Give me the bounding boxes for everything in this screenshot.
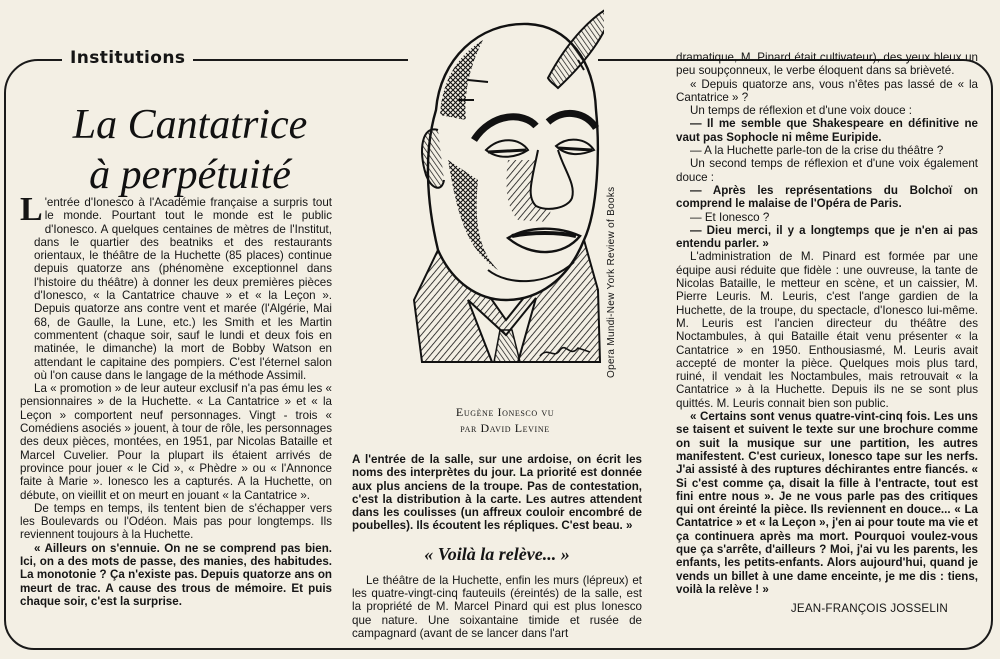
quote-paragraph: — Dieu merci, il y a longtemps que je n'en ai pas entendu parler. »: [676, 223, 978, 251]
paragraph: — Et Ionesco ?: [690, 210, 770, 224]
quote-paragraph: — Il me semble que Shakespeare en définitive ne vaut pas Sophocle ni même Euripide.: [676, 117, 978, 144]
illustration-caption: [408, 404, 602, 436]
paragraph: [20, 191, 332, 382]
paragraph: La « promotion » de leur auteur exclusif n'a pas ému les « pensionnaires » de la Huchette. « La Cantatrice » et « la Leçon » comportent neuf personnages. Vingt - trois « Comédiens asociés » jouent, à tour de rôle, les personnages des deux pièces, montées, en 1951, par Nicolas Bataille et Marcel Cuvelier. Pour la plupart ils étaient arrivés de province pour jouer « le Cid », « Phèdre » ou « l'Annonce faite à Marie ». Ionesco les a capturés. A la Huchette, on débute, on vieillit et on meurt en jouant « la Cantatrice ».: [20, 382, 332, 502]
paragraph: Le théâtre de la Huchette, enfin les murs (lépreux) et les quatre-vingt-cinq fauteuils (éreintés) de la salle, est la propriété de M. Marcel Pinard qui est plus Ionesco que nature. Une soixantaine timide et rusée de campagnard (avant de se lancer dans l'art: [352, 573, 642, 640]
title-line-1: La Cantatrice: [72, 102, 308, 148]
caption-line-1: Eugène Ionesco vu: [455, 405, 555, 419]
quote-paragraph: — Après les représentations du Bolchoï on comprend le malaise de l'Opéra de Paris.: [676, 183, 978, 211]
author-signature: JEAN-FRANÇOIS JOSSELIN: [790, 602, 948, 616]
illustration-credit: Opera Mundi-New York Review of Books: [606, 186, 617, 378]
quote-paragraph: « Ailleurs on s'ennuie. On ne se comprend pas bien. Ici, on a des mots de passe, des manies, des habitudes. La monotonie ? Ça n'existe pas. Depuis quatorze ans on meurt de trac. A cause des trous de mémoire. Et puis chaque soir, c'est la surprise.: [20, 541, 332, 608]
subheading: « Voilà la relève... »: [424, 543, 570, 564]
caption-line-2: par David Levine: [460, 421, 550, 435]
paragraph: L'administration de M. Pinard est formée par une équipe ausi réduite que fidèle : une ouvreuse, la tante de Nicolas Bataille, le metteur en scène, et un caissier, M. Pierre Leuris. M. Leuris, c'est l'ange gardien de la Huchette, de la troupe, du spectacle, d'Ionesco lui-même. M. Leuris est l'ancien directeur du théâtre des Noctambules, à qui Bataille était venu présenter « la Cantatrice » en 1950. Enthousiasmé, M. Leuris avait accepté de monter la pièce. Quelques mois plus tard, ruiné, il vendait les Noctambules, mais retrouvait « la Cantatrice » à la Huchette. Depuis ils ne se sont plus quittés. M. Leuris connait bien son public.: [676, 250, 978, 410]
drop-cap: L: [20, 191, 43, 228]
title-line-2: à perpétuité: [89, 152, 291, 198]
paragraph-text: 'entrée d'Ionesco à l'Académie française a surpris tout le monde. Pourtant tout le monde est le public d'Ionesco. A quelques centaines de mètres de l'Institut, dans le quartier des beatniks et des restaurants orientaux, le théâtre de la Huchette (85 places) continue depuis quatorze ans (phénomène exceptionnel dans l'histoire du théâtre) à donner les deux premières pièces d'Ionesco, « la Cantatrice chauve » et « la Leçon ». Depuis quatorze ans contre vent et marée (l'Algérie, Mai 68, de Gaulle, la Lune, etc.) les Smith et les Martin commentent (chaque soir, sauf le lundi et deux fois en matinée, le dimanche) la mort de Bobby Watson en attendant le capitaine des pompiers. C'est l'éternel salon où l'on cause dans le langage de la méthode Assimil.: [34, 196, 332, 382]
paragraph: dramatique, M. Pinard était cultivateur), des yeux bleux un peu soupçonneux, le verbe éloquent dans sa brièveté.: [676, 51, 978, 78]
paragraph: Un temps de réflexion et d'une voix douce :: [690, 104, 912, 118]
column-2: [352, 453, 642, 640]
paragraph: — A la Huchette parle-ton de la crise du théâtre ?: [690, 144, 944, 158]
paragraph: Un second temps de réflexion et d'une voix également douce :: [676, 157, 978, 184]
section-rubric: Institutions: [62, 48, 193, 68]
paragraph: De temps en temps, ils tentent bien de s'échapper vers les Boulevards ou l'Odéon. Mais pas pour longtemps. Ils reviennent toujours à la Huchette.: [20, 501, 332, 542]
paragraph: « Depuis quatorze ans, vous n'êtes pas lassé de « la Cantatrice » ?: [676, 77, 978, 104]
caricature-illustration: [408, 0, 604, 395]
article-title: [40, 100, 340, 200]
quote-paragraph: A l'entrée de la salle, sur une ardoise, on écrit les noms des interprètes du jour. La priorité est donnée aux plus anciens de la troupe. Pas de contestation, c'est la distribution à la carte. Les autres attendent dans les coulisses (un affreux couloir encombré de poubelles). Ils écoutent les répliques. C'est beau. »: [352, 453, 642, 533]
column-1: [20, 191, 332, 608]
quote-paragraph: « Certains sont venus quatre-vint-cinq fois. Les uns se taisent et suivent le texte sur une brochure comme on suit la musique sur une partition, les autres manifestent. C'est curieux, Ionesco tape sur les nerfs. J'ai assisté à des ruptures déchirantes entre fiancés. « Si c'est comme ça, disait la fille à l'entracte, tout est fini entre nous ». Je ne vous parle pas des critiques qui ont éreinté la pièce. Ils reviennent en douce... « La Cantatrice » et « la Leçon », j'en ai pour toute ma vie et ça continuera après ma mort. Pourquoi voulez-vous que ça s'arrête, d'ailleurs ? Moi, j'ai vu les parents, les enfants, les petits-enfants. Alors aujourd'hui, quand je vends un billet à une dame enceinte, je me dis : tiens, voilà la relève ! »: [676, 410, 978, 596]
column-3: [676, 51, 978, 615]
